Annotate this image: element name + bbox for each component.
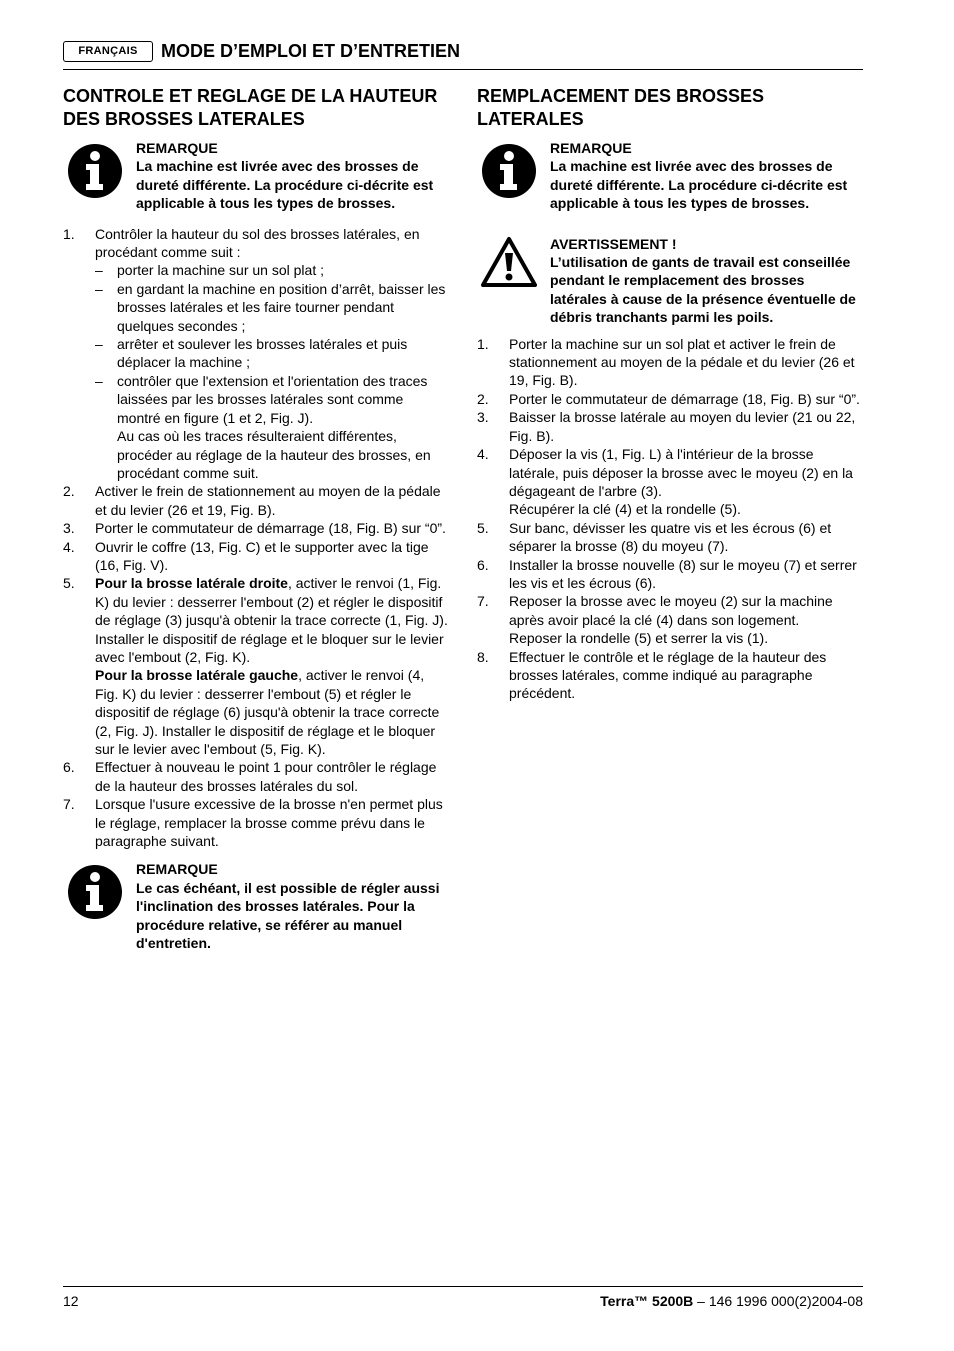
- sub-paragraph: Au cas où les traces résulteraient différentes, procéder au réglage de la hauteur des brosses, en procédant comme suit.: [117, 428, 431, 481]
- list-item: 2. Activer le frein de stationnement au moyen de la pédale et du levier (26 et 19, Fig. B).: [63, 483, 441, 518]
- note-text: La machine est livrée avec des brosses de dureté différente. La procédure ci-décrite est applicable à tous les types de brosses.: [136, 158, 434, 212]
- sub-list-item: – porter la machine sur un sol plat ;: [95, 262, 324, 279]
- list-item: 6. Effectuer à nouveau le point 1 pour contrôler le réglage de la hauteur des brosses latérales du sol.: [63, 759, 437, 794]
- list-item: 7. Reposer la brosse avec le moyeu (2) sur la machine après avoir placé la clé (4) dans son logement. Reposer la rondelle (5) et serrer la vis (1).: [477, 593, 833, 647]
- page-number: 12: [63, 1293, 79, 1309]
- adjustment-steps: [63, 225, 448, 851]
- left-column: [63, 85, 448, 952]
- note-heading: REMARQUE: [136, 140, 218, 156]
- list-item: 6. Installer la brosse nouvelle (8) sur le moyeu (7) et serrer les vis et les écrous (6).: [477, 556, 857, 591]
- info-icon: [67, 864, 123, 920]
- note-box: REMARQUE La machine est livrée avec des brosses de dureté différente. La procédure ci-décrite est applicable à tous les types de brosses.: [477, 139, 865, 213]
- list-item: 5. Sur banc, dévisser les quatre vis et les écrous (6) et séparer la brosse (8) du moyeu (7).: [477, 519, 832, 555]
- warning-icon: [481, 235, 537, 291]
- sub-list-item: – en gardant la machine en position d’arrêt, baisser les brosses latérales et les faire tourner pendant quelques secondes ;: [95, 280, 446, 334]
- section-title-replacement: REMPLACEMENT DES BROSSES LATERALES: [477, 86, 765, 129]
- list-item: 4. Ouvrir le coffre (13, Fig. C) et le supporter avec la tige (16, Fig. V).: [63, 538, 429, 573]
- list-item: 5. Pour la brosse latérale droite, activer le renvoi (1, Fig. K) du levier : desserrer l'embout (2) et régler le dispositif de réglage (3) jusqu'à obtenir la trace correcte (1, Fig. J). Installer le dispositif de réglage et le bloquer sur le levier avec l'embout (2, Fig. K). Pour la brosse latérale gauche, activer le renvoi (4, Fig. K) du levier : desserrer l'embout (5) et régler le dispositif de réglage (6) jusqu'à obtenir la trace correcte (2, Fig. J). Installer le dispositif de réglage et le bloquer sur le levier avec l'embout (5, Fig. K).: [63, 575, 448, 757]
- info-icon: [67, 143, 123, 199]
- language-badge: FRANÇAIS: [63, 41, 153, 62]
- list-item: 4. Déposer la vis (1, Fig. L) à l'intérieur de la brosse latérale, puis déposer la brosse avec le moyeu (2) en la dégageant de l'arbre (3). Récupérer la clé (4) et la rondelle (5).: [477, 446, 853, 518]
- list-item: 2. Porter le commutateur de démarrage (18, Fig. B) sur “0”.: [477, 390, 860, 407]
- sub-list-item: – arrêter et soulever les brosses latérales et puis déplacer la machine ;: [95, 336, 408, 371]
- note-box: REMARQUE Le cas échéant, il est possible de régler aussi l'inclination des brosses latérales. Pour la procédure relative, se référer au manuel d'entretien.: [63, 860, 448, 952]
- list-item: 1. Porter la machine sur un sol plat et activer le frein de stationnement au moyen de la pédale et du levier (26 et 19, Fig. B).: [477, 335, 855, 389]
- list-item: 3. Porter le commutateur de démarrage (18, Fig. B) sur “0”.: [63, 520, 446, 537]
- page-header: [63, 40, 863, 70]
- list-item: 7. Lorsque l'usure excessive de la brosse n'en permet plus le réglage, remplacer la brosse comme prévu dans le paragraphe suivant.: [63, 796, 443, 850]
- sub-list-item: – contrôler que l'extension et l'orientation des traces laissées par les brosses latérales sont comme montré en figure (1 et 2, Fig. J).: [95, 372, 428, 426]
- page-footer: [63, 1286, 863, 1317]
- warning-box: AVERTISSEMENT ! L’utilisation de gants de travail est conseillée pendant le remplacement des brosses latérales à cause de la présence éventuelle de débris tranchants parmi les poils.: [477, 235, 865, 327]
- list-item: 8. Effectuer le contrôle et le réglage de la hauteur des brosses latérales, comme indiqué au paragraphe précédent.: [477, 648, 827, 702]
- note-box: [63, 139, 448, 213]
- section-title-adjustment: CONTROLE ET REGLAGE DE LA HAUTEUR DES BROSSES LATERALES: [63, 86, 438, 129]
- list-item: 3. Baisser la brosse latérale au moyen du levier (21 ou 22, Fig. B).: [477, 409, 856, 444]
- list-item: 1. Contrôler la hauteur du sol des brosses latérales, en procédant comme suit : – porter la machine sur un sol plat ; – en gardant la machine en position d’arrêt, baisser les brosses latérales et les faire tourner pendant quelques secondes ; – arrêter et soulever les brosses latérales et puis déplacer la machine ; – contrôler que l'extension et l'orientation des traces laissées par les brosses latérales sont comme montré en figure (1 et 2, Fig. J). Au cas où les traces résulteraient différentes, procéder au réglage de la hauteur des brosses, en procédant comme suit.: [63, 225, 448, 483]
- replacement-steps: [477, 335, 865, 703]
- header-title: MODE D’EMPLOI ET D’ENTRETIEN: [161, 41, 461, 61]
- right-column: [477, 85, 865, 703]
- sub-list: [95, 261, 448, 427]
- document-reference: Terra™ 5200B – 146 1996 000(2)2004-08: [600, 1293, 863, 1309]
- info-icon: [481, 143, 537, 199]
